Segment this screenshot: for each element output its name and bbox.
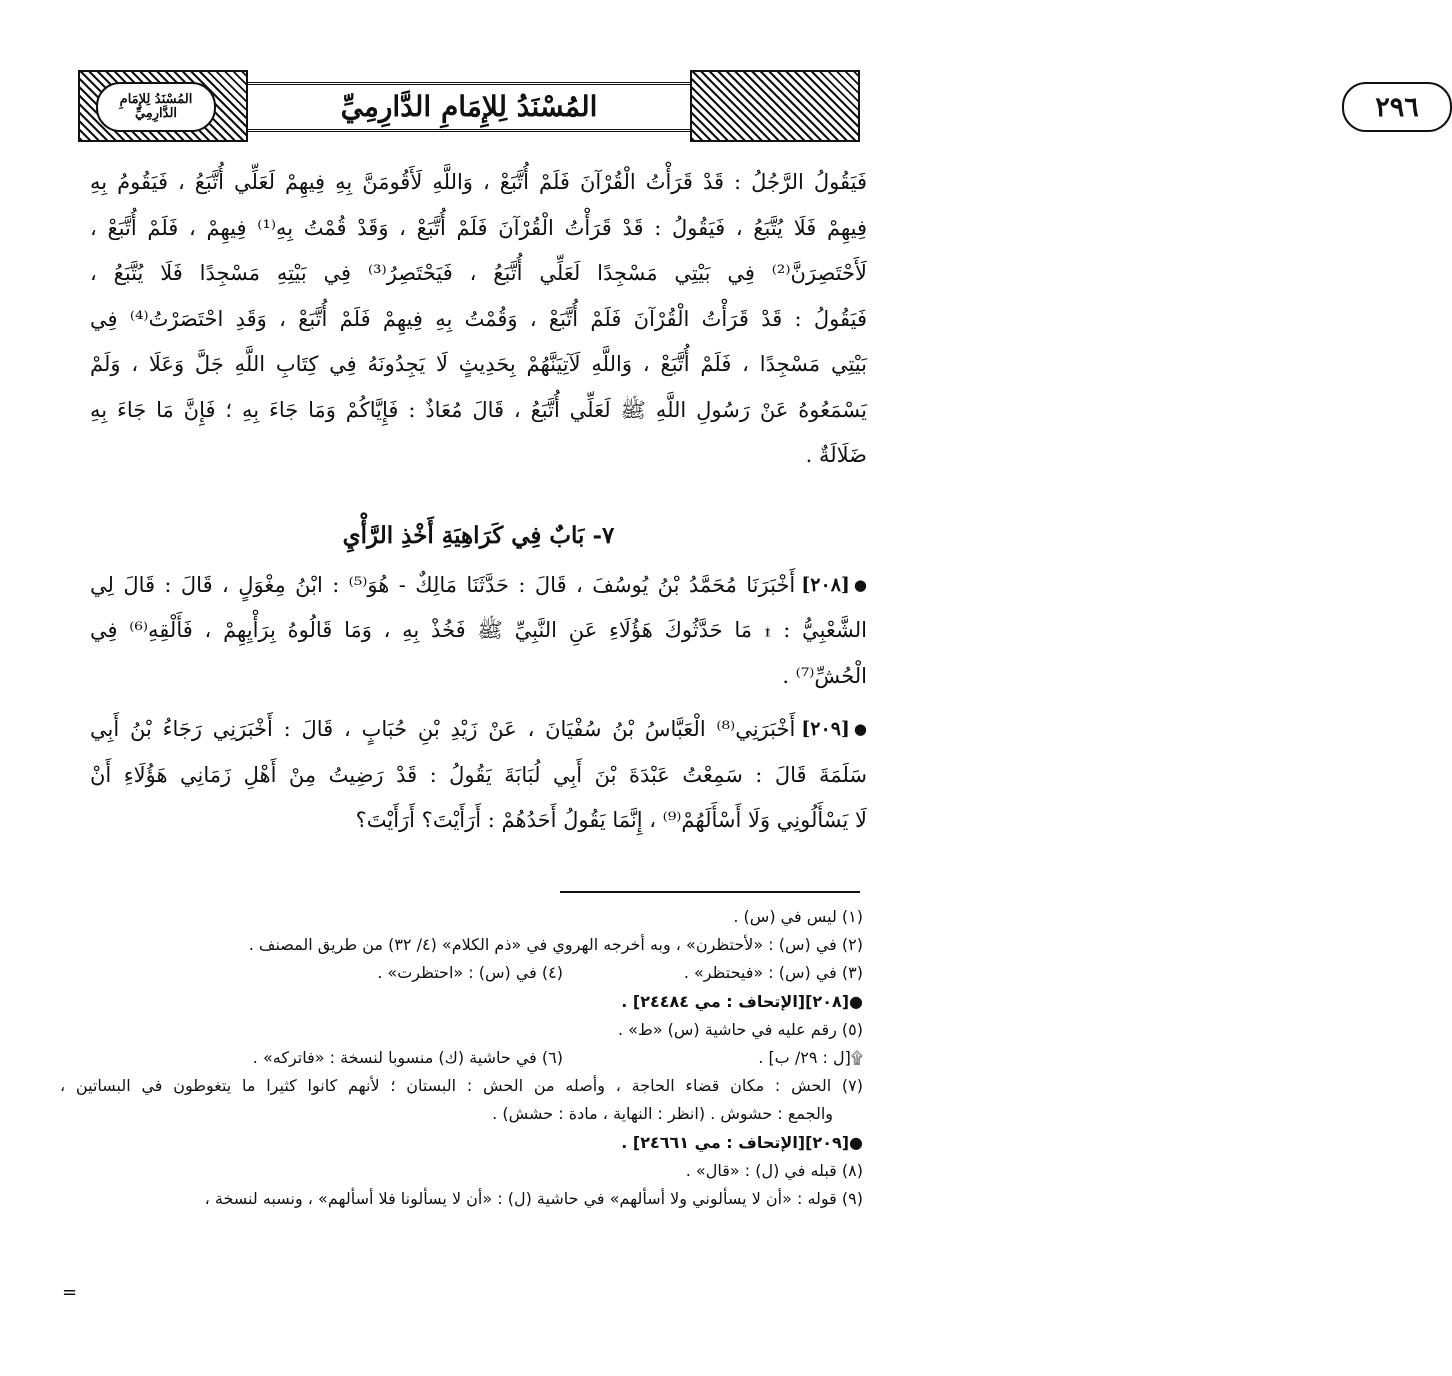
footnote: (٣) في (س) : «فيحتظر» . [683, 963, 863, 983]
footnote: (١) ليس في (س) . [733, 907, 863, 926]
text-line: لَأَحْتَصِرَنَّ⁽²⁾ فِي بَيْتِي مَسْجِدًا لَعَلِّي أُتَّبَعُ ، فَيَحْتَصِرُ⁽³⁾ فِي بَيْتِهِ مَسْجِدًا فَلَا يُتَّبَعُ ، [90, 261, 867, 285]
header-ornament-right [690, 70, 1419, 142]
hadith-bullet: ● [853, 720, 867, 738]
footnote-row [60, 1044, 863, 1072]
footnote: (٩) قوله : «أن لا يسألوني ولا أسألهم» في حاشية (ل) : «أن لا يسألونا فلا أسألهم» ، ونسبه لنسخة ، [204, 1188, 863, 1208]
text-line: فَيَقُولُ الرَّجُلُ : قَدْ قَرَأْتُ الْقُرْآنَ فَلَمْ أُتَّبَعْ ، وَاللَّهِ لَأَقُومَنَّ بِهِ فِيهِمْ لَعَلِّي أُتَّبَعُ ، فَيَقُومُ بِهِ [90, 170, 867, 194]
footnote-separator [560, 891, 860, 893]
hadith-number: [٢٠٩] [801, 718, 850, 740]
hadith-208 [90, 563, 867, 609]
book-title: المُسْنَدُ لِلإِمَامِ الدَّارِمِيِّ [340, 90, 598, 123]
text-line: لَا يَسْأَلُونِي وَلَا أَسْأَلَهُمْ⁽⁹⁾ ، إِنَّمَا يَقُولُ أَحَدُهُمْ : أَرَأَيْتَ؟ أَرَأَيْتَ؟ [355, 808, 867, 832]
main-text [90, 160, 867, 844]
text-line: الْحُشِّ⁽⁷⁾ . [782, 663, 867, 688]
text-line: يَسْمَعُوهُ عَنْ رَسُولِ اللَّهِ ﷺ لَعَلِّي أُتَّبَعُ ، قَالَ مُعَاذٌ : فَإِيَّاكُمْ وَمَا جَاءَ بِهِ ؛ فَإِنَّ مَا جَاءَ بِهِ [90, 397, 867, 422]
footnote-row [60, 959, 863, 987]
footnote: (٤) في (س) : «احتظرت» . [377, 963, 563, 983]
text-line: الشَّعْبِيُّ : ۩ مَا حَدَّثُوكَ هَؤُلَاءِ عَنِ النَّبِيِّ ﷺ فَخُذْ بِهِ ، وَمَا قَالُوهُ بِرَأْيِهِمْ ، فَأَلْقِهِ⁽⁶⁾ فِي [90, 618, 867, 642]
footnote: (٢) في (س) : «لأحتظرن» ، وبه أخرجه الهروي في «ذم الكلام» (٤/ ٣٢) من طريق المصنف . [248, 935, 863, 955]
seal-text: المُسْنَدُ لِلإِمَامِ الدَّارِمِيِّ [119, 92, 193, 121]
hadith-text: أَخْبَرَنِي⁽⁸⁾ الْعَبَّاسُ بْنُ سُفْيَانَ ، عَنْ زَيْدِ بْنِ حُبَابٍ ، قَالَ : أَخْبَرَنِي رَجَاءُ بْنُ أَبِي [90, 717, 796, 741]
page-header [78, 70, 1419, 142]
takhrij-reference: ●[٢٠٩][الإتحاف : مي ٢٤٦٦١] . [621, 1132, 863, 1152]
footnote-continuation: والجمع : حشوش . (انظر : النهاية ، مادة : حشش) . [492, 1104, 833, 1124]
takhrij-reference: ●[٢٠٨][الإتحاف : مي ٢٤٤٨٤] . [621, 991, 863, 1011]
text-line: سَلَمَةَ قَالَ : سَمِعْتُ عَبْدَةَ بْنَ أَبِي لُبَابَةَ يَقُولُ : قَدْ رَضِيتُ مِنْ أَهْلِ زَمَانِي هَؤُلَاءِ أَنْ [90, 762, 867, 787]
continuation-mark: = [62, 1282, 78, 1303]
footnote: (٧) الحش : مكان قضاء الحاجة ، وأصله من الحش : البستان ؛ لأنهم كانوا كثيرا ما يتغوطون في البساتين ، [60, 1076, 863, 1096]
hadith-number: [٢٠٨] [801, 573, 850, 596]
section-heading: ٧- بَابٌ فِي كَرَاهِيَةِ أَخْذِ الرَّأْيِ [342, 521, 615, 549]
manuscript-reference: ۩[ل : ٢٩/ ب] . [758, 1047, 863, 1067]
text-line: بَيْتِي مَسْجِدًا ، فَلَمْ أُتَّبَعْ ، وَاللَّهِ لَآتِيَنَّهُمْ بِحَدِيثٍ لَا يَجِدُونَهُ فِي كِتَابِ اللَّهِ جَلَّ وَعَلَا ، وَلَمْ [90, 352, 867, 376]
seal-cartouche [96, 82, 216, 132]
text-line: فَيَقُولُ : قَدْ قَرَأْتُ الْقُرْآنَ فَلَمْ أُتَّبَعْ ، وَقُمْتُ بِهِ فِيهِمْ فَلَمْ أُتَّبَعْ ، وَقَدِ احْتَصَرْتُ⁽⁴⁾ فِي [90, 306, 867, 331]
footnote: (٦) في حاشية (ك) منسوبا لنسخة : «فاتركه» . [252, 1047, 563, 1067]
page-number: ٢٩٦ [1375, 91, 1419, 123]
header-ornament-left [78, 70, 248, 142]
page-number-cartouche [1342, 82, 1452, 132]
text-line: فِيهِمْ فَلَا يُتَّبَعُ ، فَيَقُولُ : قَدْ قَرَأْتُ الْقُرْآنَ فَلَمْ أُتَّبَعْ ، وَقَدْ قُمْتُ بِهِ⁽¹⁾ فِيهِمْ ، فَلَمْ أُتَّبَعْ ، [90, 215, 867, 240]
hadith-text: أَخْبَرَنَا مُحَمَّدُ بْنُ يُوسُفَ ، قَالَ : حَدَّثَنَا مَالِكٌ - هُوَ⁽⁵⁾ : ابْنُ مِغْوَلٍ ، قَالَ : قَالَ لِي [90, 572, 796, 597]
hadith-bullet: ● [853, 575, 867, 594]
footnote: (٨) قبله في (ل) : «قال» . [685, 1160, 863, 1180]
hadith-209 [90, 707, 867, 753]
footnote: (٥) رقم عليه في حاشية (س) «ط» . [618, 1019, 863, 1039]
footnotes [60, 903, 863, 1213]
text-line: ضَلَالَةٌ . [805, 443, 867, 467]
